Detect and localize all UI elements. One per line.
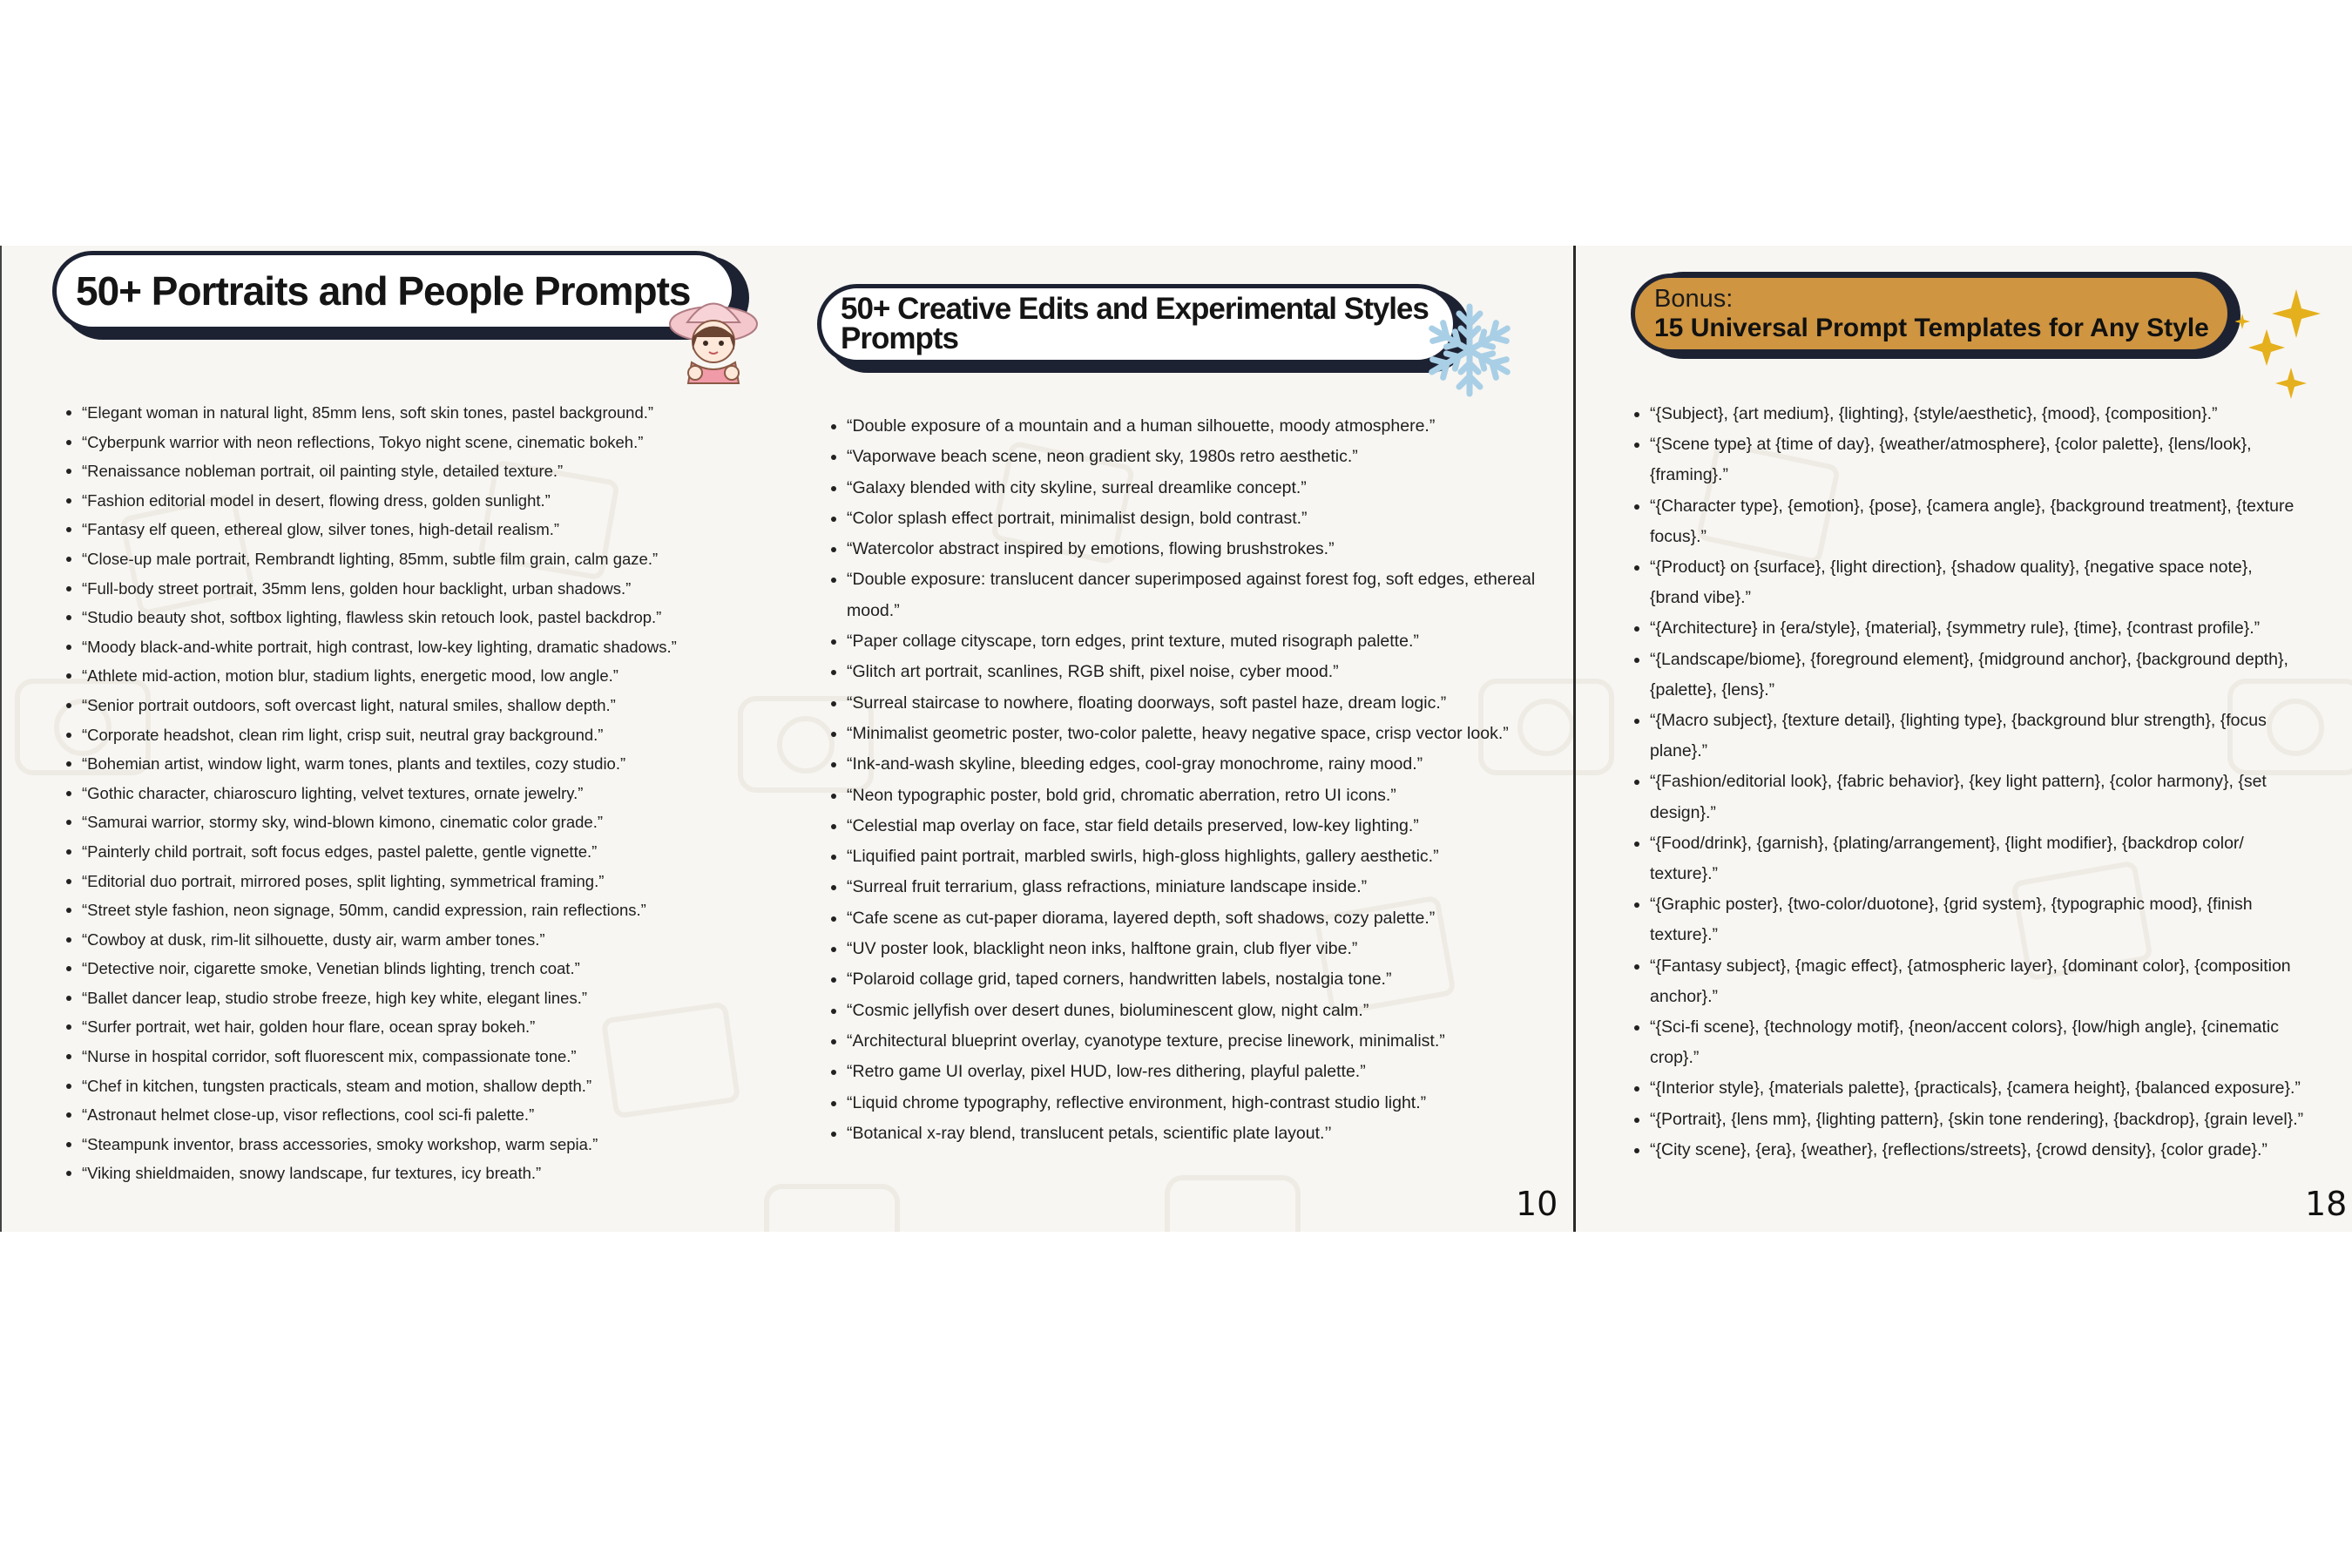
page-number: 10: [1516, 1185, 1558, 1223]
list-item: “{Product} on {surface}, {light direction}, {shadow quality}, {negative space note}, {brand vibe}.”: [1634, 552, 2305, 613]
page-divider: [1573, 246, 1576, 1232]
bonus-label: Bonus:: [1654, 284, 1734, 313]
list-item: “Architectural blueprint overlay, cyanotype texture, precise linework, minimalist.”: [831, 1026, 1554, 1057]
list-item: “Nurse in hospital corridor, soft fluorescent mix, compassionate tone.”: [66, 1042, 711, 1071]
list-item: “Close-up male portrait, Rembrandt lighting, 85mm, subtle film grain, calm gaze.”: [66, 544, 711, 574]
list-item: “Fantasy elf queen, ethereal glow, silver tones, high-detail realism.”: [66, 515, 711, 544]
list-item: “Galaxy blended with city skyline, surreal dreamlike concept.”: [831, 473, 1554, 504]
list-item: “Cosmic jellyfish over desert dunes, bioluminescent glow, night calm.”: [831, 996, 1554, 1026]
list-item: “Athlete mid-action, motion blur, stadium lights, energetic mood, low angle.”: [66, 661, 711, 691]
list-item: “Paper collage cityscape, torn edges, print texture, muted risograph palette.”: [831, 626, 1554, 657]
list-item: “Ballet dancer leap, studio strobe freeze, high key white, elegant lines.”: [66, 983, 711, 1013]
list-item: “Samurai warrior, stormy sky, wind-blown kimono, cinematic color grade.”: [66, 808, 711, 837]
list-item: “Botanical x-ray blend, translucent petals, scientific plate layout.’’: [831, 1119, 1554, 1149]
creative-prompt-list: [831, 411, 1554, 1149]
list-item: “Surreal fruit terrarium, glass refractions, miniature landscape inside.”: [831, 872, 1554, 902]
list-item: “Moody black-and-white portrait, high contrast, low-key lighting, dramatic shadows.”: [66, 632, 711, 662]
list-item: “Studio beauty shot, softbox lighting, flawless skin retouch look, pastel backdrop.”: [66, 603, 711, 632]
list-item: “Watercolor abstract inspired by emotions, flowing brushstrokes.”: [831, 534, 1554, 564]
list-item: “Cyberpunk warrior with neon reflections, Tokyo night scene, cinematic bokeh.”: [66, 428, 711, 457]
page-edge: [0, 246, 2, 1232]
list-item: “{Fantasy subject}, {magic effect}, {atmospheric layer}, {dominant color}, {composition anchor}.”: [1634, 951, 2305, 1012]
page-title-bonus: 15 Universal Prompt Templates for Any Style: [1654, 313, 2209, 342]
list-item: “Celestial map overlay on face, star field details preserved, low-key lighting.”: [831, 811, 1554, 841]
list-item: “Corporate headshot, clean rim light, crisp suit, neutral gray background.”: [66, 720, 711, 750]
list-item: “Renaissance nobleman portrait, oil painting style, detailed texture.”: [66, 456, 711, 486]
title-pill-portraits: [52, 251, 736, 331]
list-item: “Astronaut helmet close-up, visor reflections, cool sci-fi palette.”: [66, 1100, 711, 1130]
list-item: “Cafe scene as cut-paper diorama, layered depth, soft shadows, cozy palette.”: [831, 903, 1554, 934]
sparkle-icon: [2235, 289, 2331, 411]
list-item: “{City scene}, {era}, {weather}, {reflections/streets}, {crowd density}, {color grade}.”: [1634, 1135, 2305, 1166]
list-item: “Neon typographic poster, bold grid, chromatic aberration, retro UI icons.”: [831, 781, 1554, 811]
list-item: “{Macro subject}, {texture detail}, {lighting type}, {background blur strength}, {focus plane}.”: [1634, 706, 2305, 767]
list-item: “Street style fashion, neon signage, 50mm, candid expression, rain reflections.”: [66, 896, 711, 925]
list-item: “UV poster look, blacklight neon inks, halftone grain, club flyer vibe.”: [831, 934, 1554, 964]
list-item: “{Sci-fi scene}, {technology motif}, {neon/accent colors}, {low/high angle}, {cinematic crop}.”: [1634, 1012, 2305, 1073]
page-number: 18: [2305, 1185, 2348, 1223]
list-item: “Liquified paint portrait, marbled swirls, high-gloss highlights, gallery aesthetic.”: [831, 841, 1554, 872]
page-title-portraits: 50+ Portraits and People Prompts: [76, 268, 691, 314]
list-item: “Painterly child portrait, soft focus edges, pastel palette, gentle vignette.”: [66, 837, 711, 867]
list-item: “Minimalist geometric poster, two-color palette, heavy negative space, crisp vector look.”: [831, 719, 1554, 749]
list-item: “{Fashion/editorial look}, {fabric behavior}, {key light pattern}, {color harmony}, {set design}.”: [1634, 767, 2305, 828]
snowflake-icon: [1422, 298, 1517, 402]
template-prompt-list: [1634, 399, 2305, 1166]
list-item: “Cowboy at dusk, rim-lit silhouette, dusty air, warm amber tones.”: [66, 925, 711, 955]
list-item: “{Architecture} in {era/style}, {material}, {symmetry rule}, {time}, {contrast profile}.”: [1634, 613, 2305, 644]
list-item: “Elegant woman in natural light, 85mm lens, soft skin tones, pastel background.”: [66, 398, 711, 428]
list-item: “Color splash effect portrait, minimalist design, bold contrast.”: [831, 504, 1554, 534]
list-item: “{Portrait}, {lens mm}, {lighting pattern}, {skin tone rendering}, {backdrop}, {grain level}.”: [1634, 1105, 2305, 1135]
list-item: “Liquid chrome typography, reflective environment, high-contrast studio light.”: [831, 1088, 1554, 1119]
list-item: “{Scene type} at {time of day}, {weather/atmosphere}, {color palette}, {lens/look}, {framing}.”: [1634, 429, 2305, 490]
list-item: “Ink-and-wash skyline, bleeding edges, cool-gray monochrome, rainy mood.”: [831, 749, 1554, 780]
list-item: “Surreal staircase to nowhere, floating doorways, soft pastel haze, dream logic.”: [831, 688, 1554, 719]
list-item: “{Interior style}, {materials palette}, {practicals}, {camera height}, {balanced exposure}.”: [1634, 1073, 2305, 1104]
page-title-creative-line2: Prompts: [841, 321, 958, 355]
list-item: “Viking shieldmaiden, snowy landscape, fur textures, icy breath.”: [66, 1159, 711, 1188]
list-item: “{Landscape/biome}, {foreground element}, {midground anchor}, {background depth}, {palette}, {lens}.”: [1634, 645, 2305, 706]
list-item: “Bohemian artist, window light, warm tones, plants and textiles, cozy studio.”: [66, 749, 711, 779]
list-item: “Steampunk inventor, brass accessories, smoky workshop, warm sepia.”: [66, 1130, 711, 1159]
list-item: “Vaporwave beach scene, neon gradient sky, 1980s retro aesthetic.”: [831, 442, 1554, 472]
list-item: “Polaroid collage grid, taped corners, handwritten labels, nostalgia tone.”: [831, 964, 1554, 995]
portrait-prompt-list: [66, 398, 711, 1188]
title-pill-bonus: [1631, 274, 2232, 354]
list-item: “{Graphic poster}, {two-color/duotone}, {grid system}, {typographic mood}, {finish texture}.”: [1634, 889, 2305, 950]
list-item: “Chef in kitchen, tungsten practicals, steam and motion, shallow depth.”: [66, 1071, 711, 1101]
list-item: “Glitch art portrait, scanlines, RGB shift, pixel noise, cyber mood.”: [831, 657, 1554, 687]
book-spread: [0, 246, 2352, 1232]
title-pill-creative: [817, 284, 1457, 364]
list-item: “{Character type}, {emotion}, {pose}, {camera angle}, {background treatment}, {texture focus}.”: [1634, 491, 2305, 552]
list-item: “Retro game UI overlay, pixel HUD, low-res dithering, playful palette.”: [831, 1057, 1554, 1087]
list-item: “Editorial duo portrait, mirrored poses, split lighting, symmetrical framing.”: [66, 867, 711, 896]
list-item: “{Subject}, {art medium}, {lighting}, {style/aesthetic}, {mood}, {composition}.”: [1634, 399, 2305, 429]
list-item: “Full-body street portrait, 35mm lens, golden hour backlight, urban shadows.”: [66, 574, 711, 604]
girl-sticker-icon: [666, 289, 761, 385]
list-item: “Gothic character, chiaroscuro lighting, velvet textures, ornate jewelry.”: [66, 779, 711, 808]
list-item: “Detective noir, cigarette smoke, Venetian blinds lighting, trench coat.”: [66, 954, 711, 983]
list-item: “Double exposure of a mountain and a human silhouette, moody atmosphere.”: [831, 411, 1554, 442]
list-item: “Double exposure: translucent dancer superimposed against forest fog, soft edges, ethereal mood.”: [831, 564, 1554, 626]
page-title-creative-line1: 50+ Creative Edits and Experimental Styles: [841, 292, 1429, 326]
list-item: “Senior portrait outdoors, soft overcast light, natural smiles, shallow depth.”: [66, 691, 711, 720]
list-item: “Fashion editorial model in desert, flowing dress, golden sunlight.”: [66, 486, 711, 516]
list-item: “{Food/drink}, {garnish}, {plating/arrangement}, {light modifier}, {backdrop color/ texture}.”: [1634, 828, 2305, 889]
list-item: “Surfer portrait, wet hair, golden hour flare, ocean spray bokeh.”: [66, 1012, 711, 1042]
